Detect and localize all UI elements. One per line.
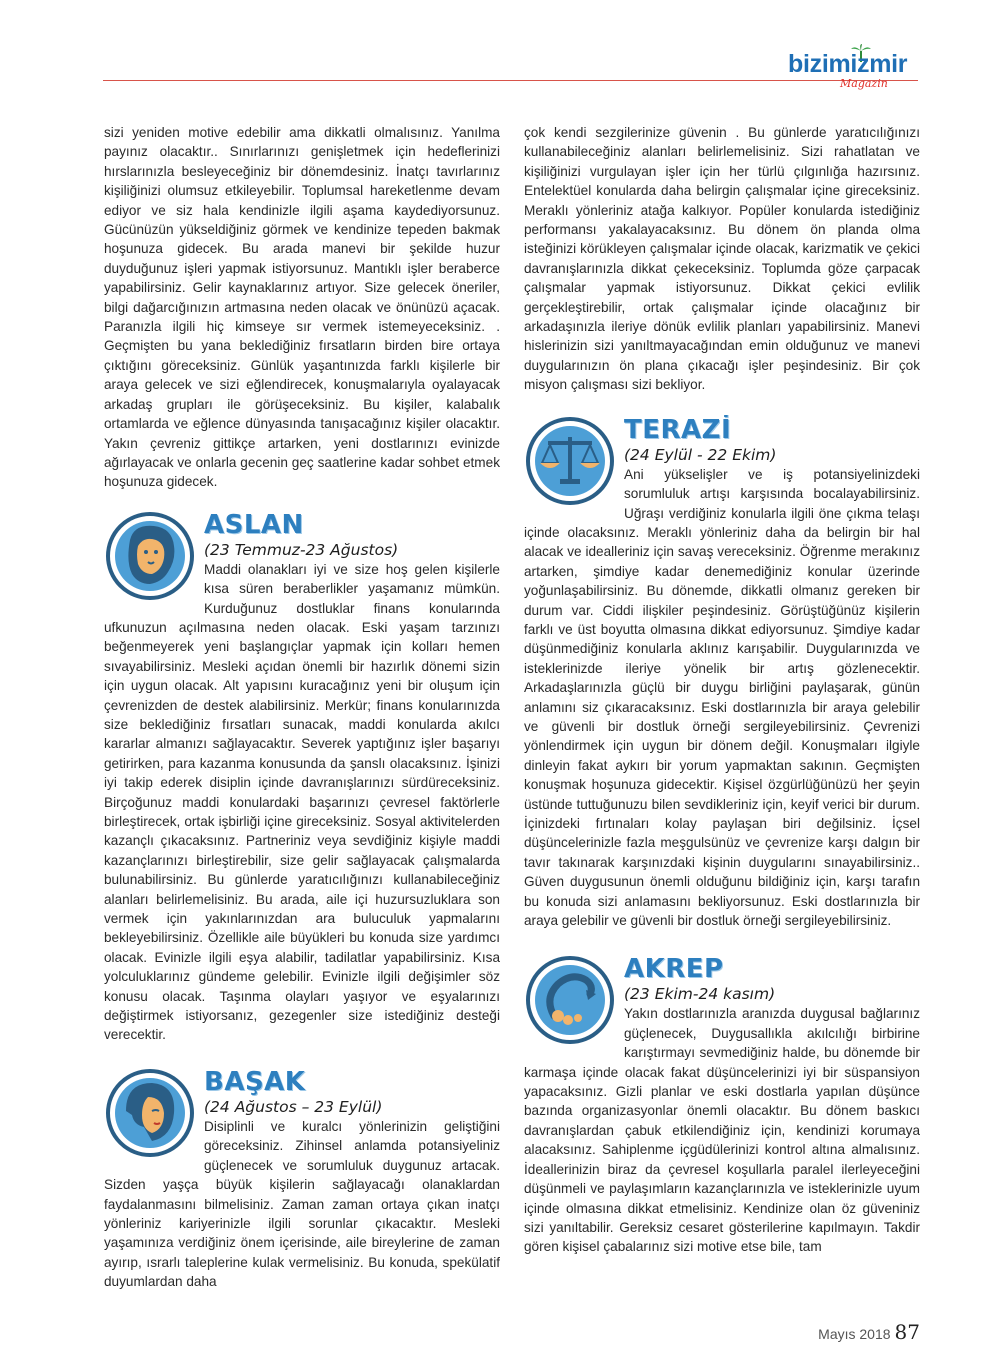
aslan-title: ASLAN [204,509,304,540]
aslan-text: Maddi olanakları iyi ve size hoş gelen kişilerle kısa süren beraberlikler yaşamanız mümkün. Kurduğunuz dostluklar finans konularında ufkunuzun açılmasına neden olacak. Eski yaşam tarzınızı beğenmeyerek yeni başlangıçlar yapmak için kolları hemen sıvayabilirsiniz. Mesleki açıdan önemli bir hazırlık dönemi sizin için uygun olacak. Alt yapısını kuracağınız yeni bir oluşum için çevrenizden de destek alabilirsiniz. Merkür; finans konularınızda size beklediğiniz fırsatları sunacak, maddi konularda akılcı kararlar almanızı sağlayacaktır. Severek yaptığınız işler başarıyı getirirken, para kazanma konusunda da şanslı olacaksınız. İşinizi iyi takip ederek disiplin içinde davranışlarınızı sürdüreceksiniz. Birçoğunuz maddi konulardaki başarınızı çevresel faktörlerle birleştirecek, ortak işbirliği içine gireceksiniz. Sosyal aktivitelerden kazançlı çıkacaksınız. Partneriniz veya sevdiğiniz kişiyle maddi kazançlarınızı birleştirebilir, size gelir sağlayacak çalışmalarda bulunabilirsiniz. Bu günlerde yaratıcılığınızı kullanabileceğiniz alanları belirlemelisiniz. Bu arada, aile içi huzursuzluklara son vermek için yakınlarınızdan ara buluculuk yapmalarını bekleyebilirsiniz. Özellikle aile büyükleri bu konuda size yardımcı olacak. Evinizle ilgili eşya alabilir, tadilatlar yapabilirsiniz. Kısa yolculuklarınız gündeme gelebilir. Evinizle ilgili değişimler söz konusu olacak. Taşınma olayları yaşıyor ve eşyalarınızı değiştirmek istiyorsanız, gezegenler size istediğiniz desteği verecektir. [104,561,500,1043]
akrep-dates: (23 Ekim-24 kasım) [624,985,776,1004]
terazi-dates: (24 Eylül - 22 Ekim) [624,445,777,464]
scorpio-icon [524,954,616,1046]
akrep-title: AKREP [624,954,724,985]
left-column [104,123,500,1292]
basak-dates: (24 Ağustos – 23 Eylül) [204,1097,383,1116]
aslan-dates: (23 Temmuz-23 Ağustos) [204,540,399,559]
brand-name: bizimizmir [788,50,908,78]
left-intro-text: sizi yeniden motive edebilir ama dikkatli olmalısınız. Yanılma payınız olacaktır.. Sınırlarınızı genişletmek için hedeflerinizi hırslarınızla besleyeceğiniz bir dönemdesiniz. İnatçı tavırlarınız kişiliğinizi olumsuz etkileyebilir. Toplumsal hareketlenme devam ediyor ve siz hala kendinizle ilgili aşama kaydediyorsunuz. Gücünüzün yükseldiğiniz görmek ve kendinize tepeden bakmak hoşunuza gidecek. Bu arada manevi bir şekilde huzur duyduğunuz işleri yapmak istiyorsunuz. Mantıklı işler beraberce yapabilirsiniz. Gelir kaynaklarınız artıyor. Size gelecek öneriler, bilgi dağarcığınızın artmasına neden olacak ve önünüzü açacak. Paranızla ilgili hiç kimseye sır vermek istemeyeceksiniz. . Geçmişten bu yana beklediğiniz fırsatların birden bire ortaya çıktığını göreceksiniz. Günlük yaşantınızda farklı kişilerle bir araya gelecek ve sizi eğlendirecek, konuşmalarıyla oyalayacak arkadaş grupları ile görüşeceksiniz. Bu kişiler, kalabalık ortamlarda ve eğlence dünyasında tanışacağınız kişiler olacaktır. Yakın çevreniz gittikçe artarken, yeni dostlarınızı evinizde ağırlayacak ve onlarla gecenin geç saatlerine kadar sohbet etmek hoşunuza gidecek. [104,125,500,490]
terazi-text: Ani yükselişler ve iş potansiyelinizdeki sorumluluk artışı karşısında bocalayabilirsiniz. Uğraşı verdiğiniz konularla ilgili öne çıkma telaşı içinde olacaksınız. Meraklı yönleriniz daha da belirgin bir hal alacak ve idealleriniz için savaş vereceksiniz. Öğrenme merakınız artarken, şimdiye kadar denemediğiniz konular üzerinde yoğunlaşabilirsiniz. Bu dönemde, dikkatli olmanız gereken bir durum var. Ciddi ilişkiler peşindesiniz. Görüştüğünüz kişilerin farklı ve üst boyutta olmasına dikkat ediyorsunuz. Şimdiye kadar düşünmediğiniz konularla aklınız karışabilir. Duygularınızda ve isteklerinizde ileriye yönelik bir artış gözlenecektir. Arkadaşlarınızla güçlü bir duygu birliğini paylaşarak, günün anlamını siz çıkaracaksınız. Eski dostlarınızla bir araya gelebilir ve güvenli bir dostluk örneği sergileyebilirsiniz. Çevrenizi yönlendirmek için uygun bir dönem değil. Konuşmaları ilgiyle dinleyin fakat aykırı bir yorum yapmaktan sakının. Geçmişten konuşmak hoşunuza gidecektir. Kişisel özgürlüğünüzü her şeyin üstünde tuttuğunuzu bilen sevdikleriniz için, keyif verici bir durum. İçinizdeki fırtınaları kolay paylaşan biri değilsiniz. İçsel düşüncelerinizle fazla meşgulsünüz ve çevrenize karşı dalgın bir tavır takınarak karşınızdaki kişinin duygularını sınayabilirsiniz.. Güven duygusunun önemli olduğunu bildiğiniz için, karşı tarafın bu konuda sizi anlamasını bekliyorsunuz. Eski dostlarınızla bir araya gelebilir ve güvenli bir dostluk örneği sergileyebilirsiniz. [524,466,920,929]
page-footer [818,1320,920,1344]
right-column [524,123,920,1257]
terazi-title: TERAZİ [624,414,732,445]
libra-icon [524,415,616,507]
aslan-section [104,510,500,1045]
akrep-section [524,954,920,1256]
leo-icon [104,510,196,602]
terazi-section [524,415,920,931]
basak-title: BAŞAK [204,1066,306,1097]
issue-date: Mayıs 2018 [818,1326,891,1342]
basak-text: Disiplinli ve kuralcı yönlerinizin geliştiğini göreceksiniz. Zihinsel anlamda potansiyeliniz güçlenecek ve sorumluluk duygunuz artacak. Sizden yaşça büyük kişilerin sağlayacağı olanaklardan faydalanmasını bilmelisiniz. Zaman zaman ortaya çıkan inatçı yönleriniz kariyerinizle ilgili sorunlar çıkacaktır. Mesleki yaşamınıza verdiğiniz önem içerisinde, aile bireylerine de zaman ayırıp, ısrarlı taleplerine kulak vermelisiniz. Bu konuda, spekülatif duyumlardan daha [104,1118,500,1290]
right-intro-text: çok kendi sezgilerinize güvenin . Bu günlerde yaratıcılığınızı kullanabileceğiniz alanları belirlemelisiniz. Sizi rahatlatan ve kişiliğinizi vurgulayan işler için her türlü çılgınlığa hazırsınız. Entelektüel konularda daha belirgin çalışmalar içine gireceksiniz. Meraklı yönleriniz atağa kalkıyor. Popüler konularda istediğiniz performansı yakalayacaksınız. Bu dönem ön planda olma isteğinizi körükleyen çalışmalar içinde olacak, karizmatik ve çekici davranışlarınızla dikkat çekeceksiniz. Toplumda göze çarpacak çalışmalar yapmak istiyorsunuz. Dikkat çekici evlilik gerçekleştirebilir, ortak çalışmalar içinde olacağınız bir arkadaşınızla ileriye dönük evlilik planları yapabilirsiniz. Manevi hislerinizin sizi yanıltmayacağından emin olduğunuz ve manevi duygularınızın ön plana çıkacağı işler peşindesiniz. Bir çok misyon çalışması sizi bekliyor. [524,125,920,393]
brand-logo [788,44,928,100]
akrep-text: Yakın dostlarınızla aranızda duygusal bağlarınız güçlenecek, Duygusallıkla akılcılığı birbirine karıştırmayı sevmediğiniz halde, bu dönemde bir karmaşa içinde olacak fakat düşüncelerinizi iyi bir süspansiyon yapacaksınız. Gizli planlar ve eski dostlarla yapılan düşünce bazında organizasyonlar önemli olacaktır. Bu dönem baskıcı davranışlardan çabuk etkilendiğiniz için, kendinizi korumaya alacaksınız. Sahiplenme içgüdülerinizi kontrol altına almalısınız. İdeallerinizin biraz da çevresel koşullarla paralel ilerleyeceğini düşünmeli ve paylaşımların kazançlarınızla ve isteklerinizle uyum içinde olmasına dikkat etmelisiniz. Kendinize olan öz güveniniz sizi yanıltabilir. Gereksiz cesaret gösterilerine kapılmayın. Takdir gören kişisel çabalarınız sizi motive etse bile, tam [524,1006,920,1255]
basak-section [104,1067,500,1292]
page-number: 87 [894,1320,920,1344]
virgo-icon [104,1067,196,1159]
brand-tagline: Magazin [840,77,888,90]
